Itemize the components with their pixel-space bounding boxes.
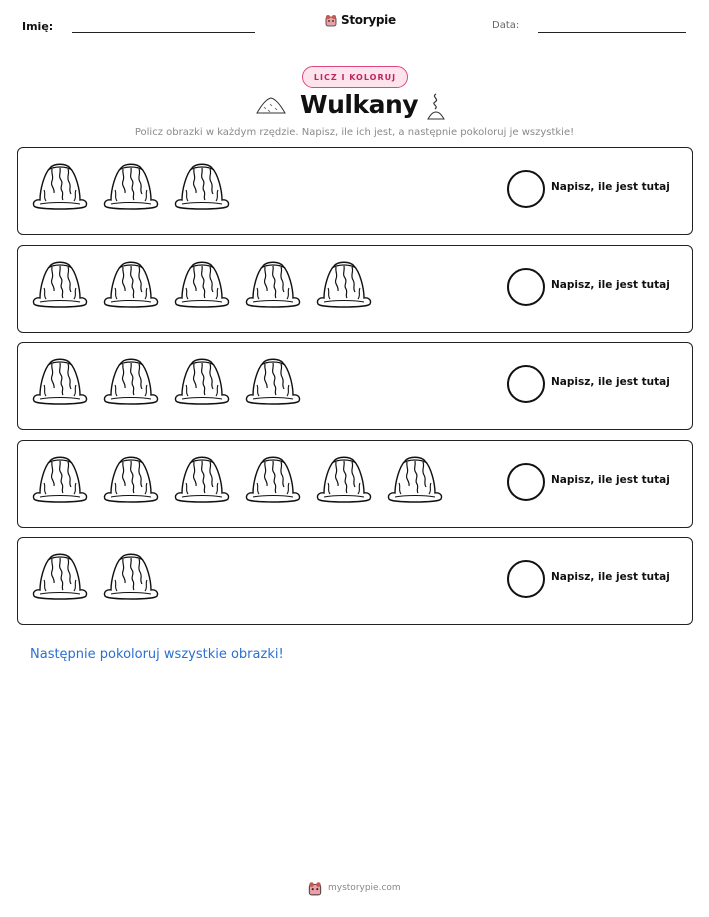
count-row-3 — [17, 342, 693, 430]
count-row-1 — [17, 147, 693, 235]
brand-logo — [324, 13, 396, 27]
volcano-icon — [101, 160, 161, 214]
volcano-icon — [101, 258, 161, 312]
volcano-icon — [314, 258, 374, 312]
site-footer — [307, 880, 401, 896]
storypie-mascot-icon — [307, 880, 323, 896]
count-row-4 — [17, 440, 693, 528]
count-row-5 — [17, 537, 693, 625]
volcano-mound-icon — [255, 94, 287, 116]
volcano-icon — [101, 453, 161, 507]
volcano-icon — [243, 453, 303, 507]
date-line[interactable] — [538, 32, 686, 33]
answer-prompt: Napisz, ile jest tutaj — [551, 181, 670, 193]
answer-circle[interactable] — [507, 170, 545, 208]
answer-prompt: Napisz, ile jest tutaj — [551, 571, 670, 583]
answer-prompt: Napisz, ile jest tutaj — [551, 279, 670, 291]
instructions: Policz obrazki w każdym rzędzie. Napisz, ile ich jest, a następnie pokoloruj je wszystkie! — [134, 127, 575, 138]
volcano-icon — [30, 453, 90, 507]
volcano-icon — [243, 258, 303, 312]
volcano-icon — [101, 550, 161, 604]
storypie-mascot-icon — [324, 13, 338, 27]
answer-prompt: Napisz, ile jest tutaj — [551, 376, 670, 388]
site-url: mystorypie.com — [328, 883, 401, 893]
smoking-volcano-icon — [425, 91, 447, 121]
answer-circle[interactable] — [507, 463, 545, 501]
name-label: Imię: — [22, 20, 54, 33]
volcano-icon — [172, 355, 232, 409]
volcano-icon — [172, 160, 232, 214]
answer-circle[interactable] — [507, 268, 545, 306]
brand-name: Storypie — [341, 13, 396, 27]
answer-circle[interactable] — [507, 560, 545, 598]
answer-prompt: Napisz, ile jest tutaj — [551, 474, 670, 486]
volcano-icon — [101, 355, 161, 409]
volcano-icon — [172, 453, 232, 507]
volcano-icon — [385, 453, 445, 507]
name-line[interactable] — [72, 32, 255, 33]
date-label: Data: — [492, 20, 520, 31]
volcano-icon — [30, 160, 90, 214]
volcano-icon — [243, 355, 303, 409]
answer-circle[interactable] — [507, 365, 545, 403]
volcano-icon — [30, 355, 90, 409]
volcano-icon — [30, 258, 90, 312]
page-title: Wulkany — [300, 90, 419, 119]
count-row-2 — [17, 245, 693, 333]
volcano-icon — [314, 453, 374, 507]
category-tag: LICZ I KOLORUJ — [302, 66, 408, 88]
coloring-note: Następnie pokoloruj wszystkie obrazki! — [30, 647, 284, 662]
volcano-icon — [172, 258, 232, 312]
volcano-icon — [30, 550, 90, 604]
